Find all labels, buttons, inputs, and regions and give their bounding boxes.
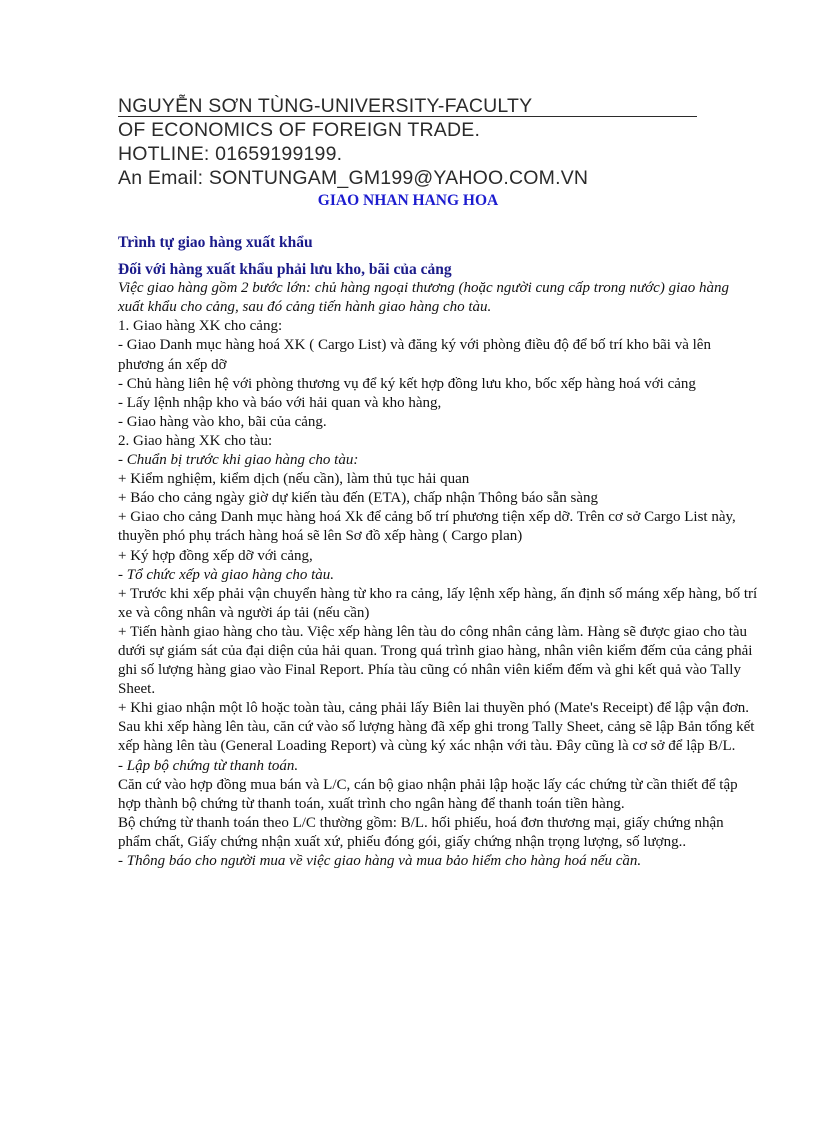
subheading: Đối với hàng xuất khẩu phải lưu kho, bãi của cảng — [118, 261, 452, 279]
paragraph-italic: - Chuẩn bị trước khi giao hàng cho tàu: — [118, 452, 359, 469]
paragraph: 1. Giao hàng XK cho cảng: — [118, 318, 283, 335]
author-header — [118, 94, 718, 190]
paragraph: + Kiểm nghiệm, kiểm dịch (nếu cần), làm thủ tục hải quan — [118, 471, 470, 488]
paragraph: Căn cứ vào hợp đồng mua bán và L/C, cán bộ giao nhận phải lập hoặc lấy các chứng từ cần thiết để tập hợp thành bộ chứng từ thanh toán, xuất trình cho ngân hàng để thanh toán tiền hàng. — [118, 776, 738, 812]
paragraph: - Lấy lệnh nhập kho và báo với hải quan và kho hàng, — [118, 394, 442, 411]
paragraph: + Khi giao nhận một lô hoặc toàn tàu, cảng phải lấy Biên lai thuyền phó (Mate's Receipt) để lập vận đơn. — [118, 700, 750, 717]
paragraph: + Trước khi xếp phải vận chuyển hàng từ kho ra cảng, lấy lệnh xếp hàng, ấn định số máng xếp hàng, bố trí xe và công nhân và người áp tải (nếu cần) — [118, 585, 758, 621]
paragraph: Sau khi xếp hàng lên tàu, căn cứ vào số lượng hàng đã xếp ghi trong Tally Sheet, cảng sẽ lập Bản tổng kết xếp hàng lên tàu (General Loading Report) và cùng ký xác nhận với tàu. Đây cũng là cơ sở để lập B/L. — [118, 719, 755, 755]
paragraph: Bộ chứng từ thanh toán theo L/C thường gồm: B/L. hối phiếu, hoá đơn thương mại, giấy chứng nhận phẩm chất, Giấy chứng nhận xuất xứ, phiếu đóng gói, giấy chứng nhận trọng lượng, số lượng.. — [118, 814, 724, 850]
paragraph: + Báo cho cảng ngày giờ dự kiến tàu đến (ETA), chấp nhận Thông báo sẵn sàng — [118, 490, 598, 507]
document-title: GIAO NHAN HANG HOA — [317, 192, 499, 209]
header-line-1: NGUYỄN SƠN TÙNG-UNIVERSITY-FACULTY — [118, 95, 533, 117]
header-line-4: An Email: SONTUNGAM_GM199@YAHOO.COM.VN — [118, 167, 589, 189]
paragraph: + Tiến hành giao hàng cho tàu. Việc xếp hàng lên tàu do công nhân cảng làm. Hàng sẽ được giao cho tàu dưới sự giám sát của đại diện của hải quan. Trong quá trình giao hàng, nhân viên kiểm đếm của cảng phải ghi số lượng hàng giao vào Final Report. Phía tàu cũng có nhân viên kiểm đếm và ghi kết quả vào Tally Sheet. — [118, 623, 753, 698]
paragraph: + Ký hợp đồng xếp dỡ với cảng, — [118, 547, 313, 564]
paragraph: - Giao hàng vào kho, bãi của cảng. — [118, 413, 327, 430]
header-line-2: OF ECONOMICS OF FOREIGN TRADE. — [118, 119, 481, 141]
header-underline — [118, 116, 697, 117]
document-body — [118, 233, 758, 871]
header-line-3: HOTLINE: 01659199199. — [118, 143, 343, 165]
paragraph: + Giao cho cảng Danh mục hàng hoá Xk để cảng bố trí phương tiện xếp dỡ. Trên cơ sở Cargo List này, thuyền phó phụ trách hàng hoá sẽ lên Sơ đồ xếp hàng ( Cargo plan) — [118, 509, 736, 545]
paragraph: - Giao Danh mục hàng hoá XK ( Cargo List) và đăng ký với phòng điều độ để bố trí kho bãi và lên phương án xếp dỡ — [118, 337, 711, 373]
paragraph-italic: - Tổ chức xếp và giao hàng cho tàu. — [118, 566, 335, 583]
paragraph-italic: - Lập bộ chứng từ thanh toán. — [118, 757, 299, 774]
paragraph-intro: Việc giao hàng gồm 2 bước lớn: chủ hàng ngoại thương (hoặc người cung cấp trong nước) giao hàng xuất khẩu cho cảng, sau đó cảng tiến hành giao hàng cho tàu. — [118, 280, 730, 316]
section-heading: Trình tự giao hàng xuất khẩu — [118, 234, 313, 251]
paragraph: 2. Giao hàng XK cho tàu: — [118, 432, 273, 449]
paragraph-italic: - Thông báo cho người mua về việc giao hàng và mua bảo hiểm cho hàng hoá nếu cần. — [118, 853, 642, 869]
paragraph: - Chủ hàng liên hệ với phòng thương vụ để ký kết hợp đồng lưu kho, bốc xếp hàng hoá với cảng — [118, 375, 696, 392]
